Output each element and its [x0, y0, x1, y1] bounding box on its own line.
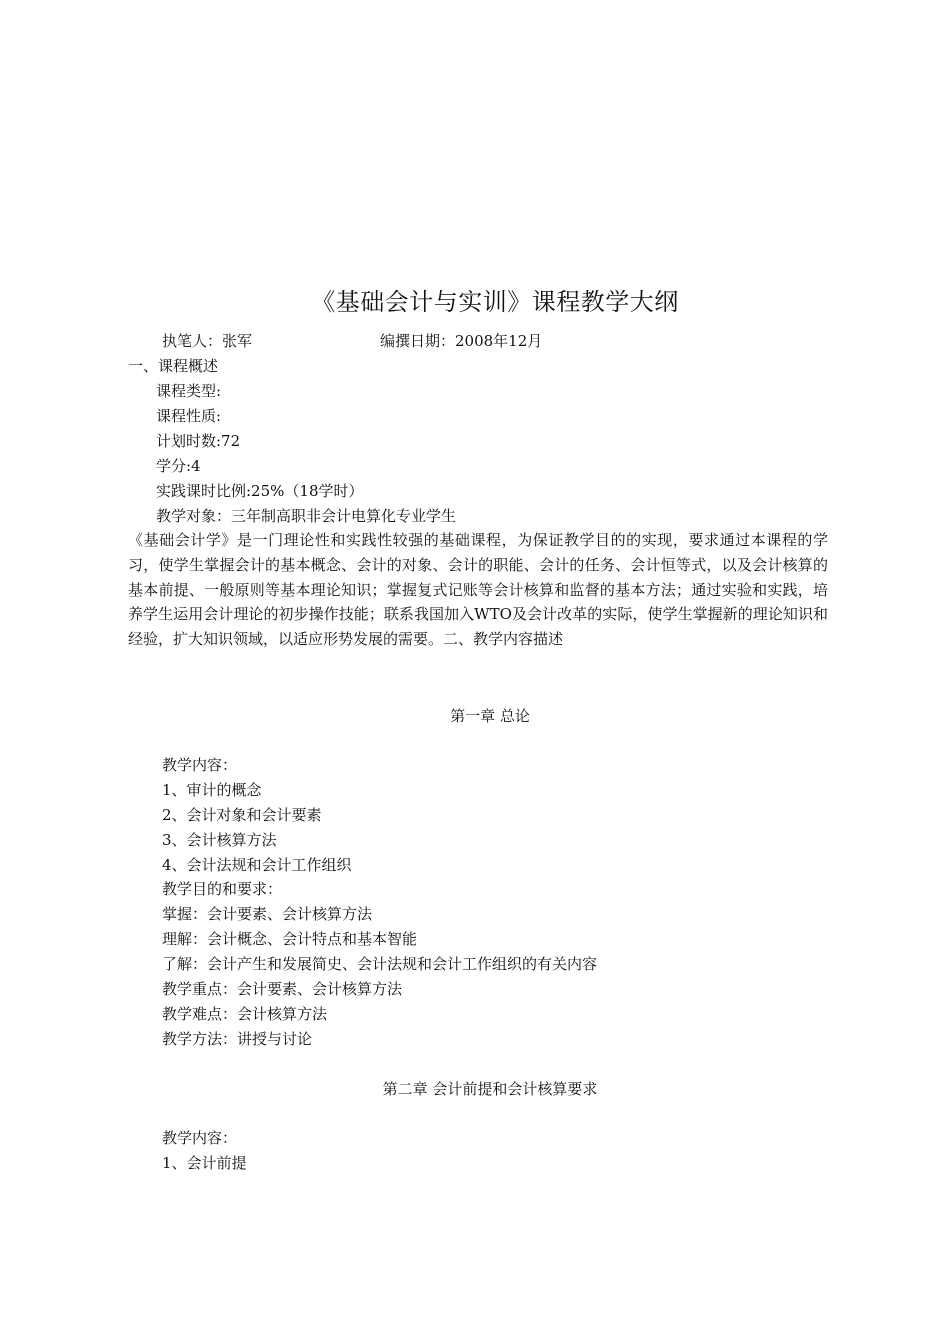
intro-paragraph: 《基础会计学》是一门理论性和实践性较强的基础课程，为保证教学目的的实现，要求通过本课程的学习，使学生掌握会计的基本概念、会计的对象、会计的职能、会计的任务、会计恒等式，以及会计核算的基本前提、一般原则等基本理论知识；掌握复式记账等会计核算和监督的基本方法；通过实验和实践，培养学生运用会计理论的初步操作技能；联系我国加入WTO及会计改革的实际，使学生掌握新的理论知识和经验，扩大知识领域，以适应形势发展的需要。二、教学内容描述 — [128, 531, 828, 649]
ch1-line: 掌握：会计要素、会计核算方法 — [162, 905, 373, 923]
ch1-line: 教学目的和要求： — [162, 880, 283, 898]
document-title: 《基础会计与实训》课程教学大纲 — [311, 288, 679, 316]
course-credits: 学分:4 — [156, 457, 201, 475]
ch1-line: 了解：会计产生和发展简史、会计法规和会计工作组织的有关内容 — [162, 955, 598, 973]
ch1-line: 3、会计核算方法 — [162, 831, 277, 849]
ch1-line: 教学重点：会计要素、会计核算方法 — [162, 980, 403, 998]
chapter-1-heading: 第一章 总论 — [450, 707, 530, 725]
author-line: 执笔人：张军 — [162, 332, 253, 350]
course-nature: 课程性质: — [156, 407, 222, 425]
date-line: 编撰日期：2008年12月 — [380, 332, 543, 350]
ch2-line: 教学内容： — [162, 1129, 238, 1147]
ch2-line: 1、会计前提 — [162, 1154, 247, 1172]
ch1-line: 2、会计对象和会计要素 — [162, 806, 322, 824]
ch1-line: 教学内容： — [162, 756, 238, 774]
ch1-line: 教学方法：讲授与讨论 — [162, 1030, 313, 1048]
practice-ratio: 实践课时比例:25%（18学时） — [156, 482, 364, 500]
chapter-2-heading: 第二章 会计前提和会计核算要求 — [382, 1080, 598, 1098]
ch1-line: 1、审计的概念 — [162, 781, 262, 799]
ch1-line: 4、会计法规和会计工作组织 — [162, 856, 352, 874]
course-hours: 计划时数:72 — [156, 432, 241, 450]
target-students: 教学对象：三年制高职非会计电算化专业学生 — [156, 507, 457, 525]
course-type: 课程类型: — [156, 382, 222, 400]
ch1-line: 教学难点：会计核算方法 — [162, 1005, 328, 1023]
ch1-line: 理解：会计概念、会计特点和基本智能 — [162, 930, 418, 948]
section-heading-overview: 一、课程概述 — [128, 357, 219, 375]
